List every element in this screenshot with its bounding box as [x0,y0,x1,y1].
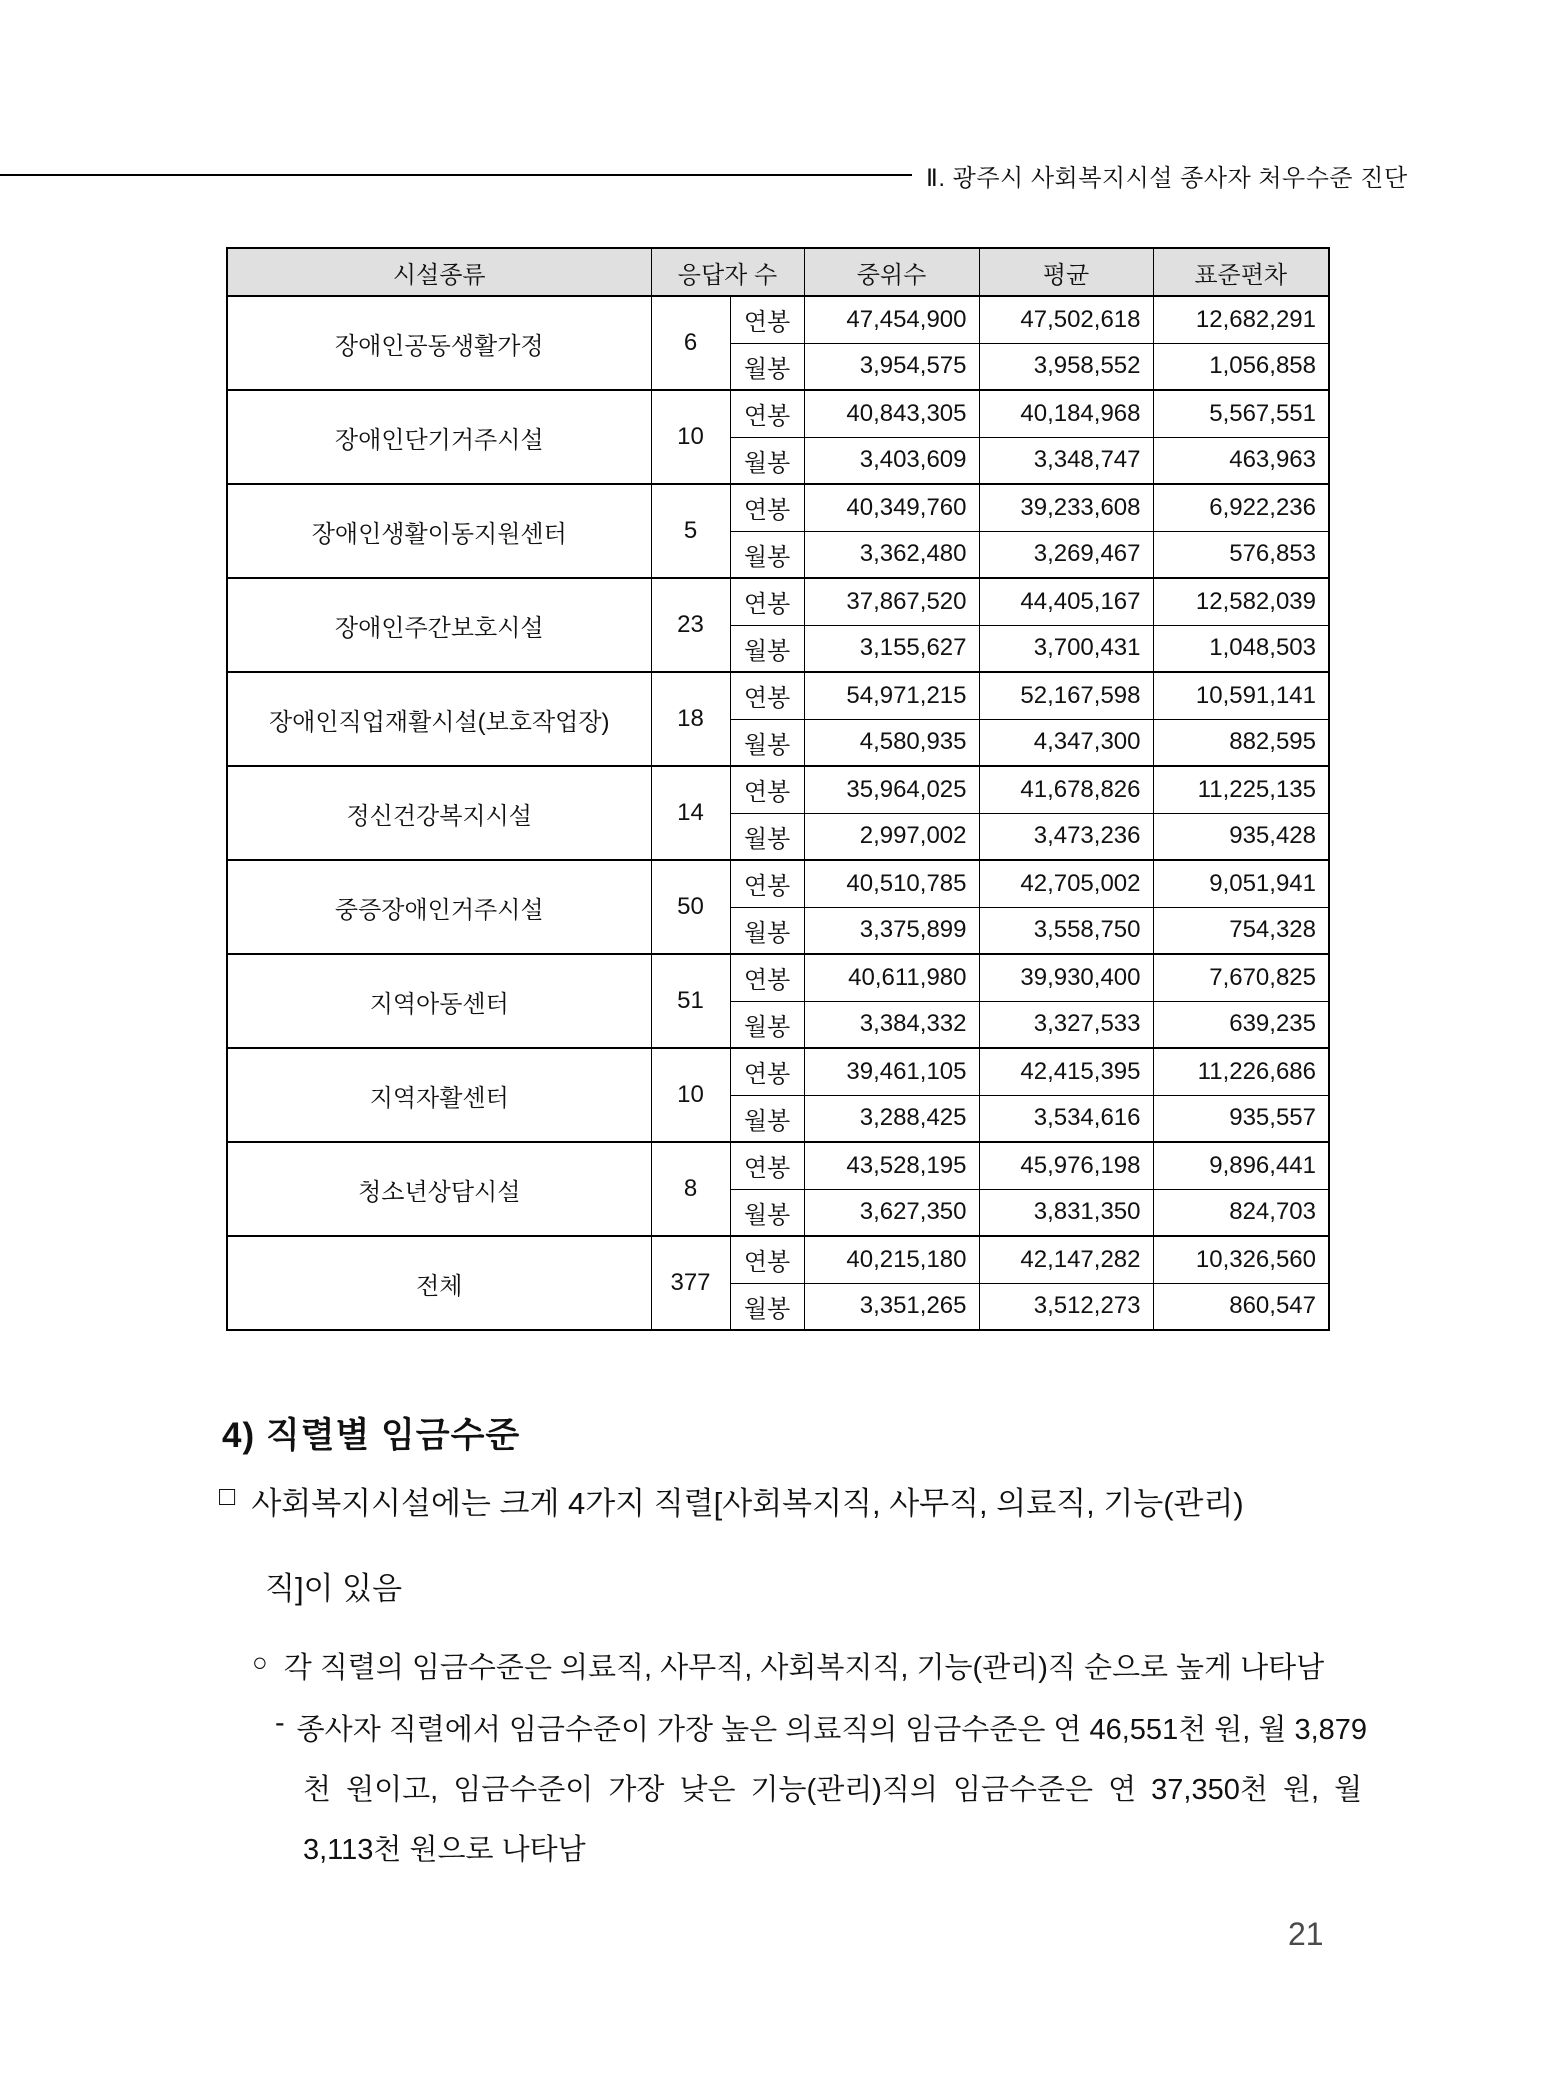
pay-type-label: 연봉 [730,484,804,531]
pay-type-label: 연봉 [730,390,804,437]
mean-value: 41,678,826 [979,766,1153,813]
bullet-circle-line [252,1645,1324,1686]
median-value: 40,349,760 [804,484,979,531]
std-dev-value: 463,963 [1153,437,1329,484]
std-dev-value: 11,226,686 [1153,1048,1329,1095]
mean-value: 3,473,236 [979,813,1153,860]
pay-type-label: 월봉 [730,343,804,390]
pay-type-label: 월봉 [730,437,804,484]
median-value: 4,580,935 [804,719,979,766]
table-header-row [227,248,1329,296]
std-dev-value: 5,567,551 [1153,390,1329,437]
median-value: 40,843,305 [804,390,979,437]
median-value: 40,215,180 [804,1236,979,1283]
page-number: 21 [1288,1916,1324,1952]
median-value: 3,954,575 [804,343,979,390]
std-dev-value: 860,547 [1153,1283,1329,1330]
median-value: 54,971,215 [804,672,979,719]
facility-name: 중증장애인거주시설 [227,860,651,954]
facility-name: 장애인공동생활가정 [227,296,651,390]
respondent-count: 10 [651,390,730,484]
pay-type-label: 월봉 [730,719,804,766]
bullet-dash-line3 [303,1827,586,1868]
std-dev-value: 1,056,858 [1153,343,1329,390]
pay-type-label: 연봉 [730,1048,804,1095]
table-row-annual [227,484,1329,531]
table-row-annual [227,860,1329,907]
mean-value: 42,705,002 [979,860,1153,907]
std-dev-value: 12,682,291 [1153,296,1329,343]
salary-statistics-table [226,247,1330,1331]
respondent-count: 18 [651,672,730,766]
std-dev-value: 7,670,825 [1153,954,1329,1001]
median-value: 3,155,627 [804,625,979,672]
mean-value: 3,558,750 [979,907,1153,954]
pay-type-label: 연봉 [730,578,804,625]
pay-type-label: 월봉 [730,907,804,954]
pay-type-label: 월봉 [730,531,804,578]
pay-type-label: 연봉 [730,672,804,719]
std-dev-value: 9,896,441 [1153,1142,1329,1189]
facility-name: 장애인단기거주시설 [227,390,651,484]
respondent-count: 50 [651,860,730,954]
median-value: 3,384,332 [804,1001,979,1048]
table-row-annual [227,578,1329,625]
median-value: 35,964,025 [804,766,979,813]
facility-name: 청소년상담시설 [227,1142,651,1236]
table-row-annual [227,1236,1329,1283]
std-dev-value: 9,051,941 [1153,860,1329,907]
std-dev-value: 6,922,236 [1153,484,1329,531]
pay-type-label: 월봉 [730,1001,804,1048]
std-dev-value: 10,591,141 [1153,672,1329,719]
pay-type-label: 연봉 [730,296,804,343]
mean-value: 3,534,616 [979,1095,1153,1142]
circle-bullet-icon: ○ [252,1647,268,1677]
median-value: 3,288,425 [804,1095,979,1142]
median-value: 3,351,265 [804,1283,979,1330]
bullet-square-text2: 직]이 있음 [265,1571,403,1606]
pay-type-label: 연봉 [730,1236,804,1283]
median-value: 3,375,899 [804,907,979,954]
respondent-count: 8 [651,1142,730,1236]
median-value: 39,461,105 [804,1048,979,1095]
bullet-dash-line2 [303,1767,1362,1808]
median-value: 40,510,785 [804,860,979,907]
table-row-annual [227,954,1329,1001]
table-row-annual [227,1048,1329,1095]
dash-bullet-icon: - [275,1707,285,1739]
table-row-annual [227,296,1329,343]
std-dev-value: 935,428 [1153,813,1329,860]
pay-type-label: 월봉 [730,1095,804,1142]
pay-type-label: 월봉 [730,625,804,672]
std-dev-value: 12,582,039 [1153,578,1329,625]
std-dev-value: 1,048,503 [1153,625,1329,672]
pay-type-label: 연봉 [730,1142,804,1189]
mean-value: 40,184,968 [979,390,1153,437]
salary-table-body [227,296,1329,1330]
std-dev-value: 935,557 [1153,1095,1329,1142]
mean-value: 52,167,598 [979,672,1153,719]
facility-name: 장애인생활이동지원센터 [227,484,651,578]
table-header [227,248,1329,296]
respondent-count: 51 [651,954,730,1048]
mean-value: 47,502,618 [979,296,1153,343]
bullet-dash-text3: 3,113천 원으로 나타남 [303,1834,586,1866]
mean-value: 42,415,395 [979,1048,1153,1095]
pay-type-label: 월봉 [730,813,804,860]
respondent-count: 10 [651,1048,730,1142]
pay-type-label: 월봉 [730,1283,804,1330]
std-dev-value: 882,595 [1153,719,1329,766]
mean-value: 3,512,273 [979,1283,1153,1330]
col-header-mean: 평균 [979,248,1153,296]
table-row-annual [227,1142,1329,1189]
median-value: 40,611,980 [804,954,979,1001]
mean-value: 3,831,350 [979,1189,1153,1236]
respondent-count: 14 [651,766,730,860]
table-row-annual [227,766,1329,813]
pay-type-label: 연봉 [730,860,804,907]
bullet-dash-text1: 종사자 직렬에서 임금수준이 가장 높은 의료직의 임금수준은 연 46,551천 원, 월 3,879 [296,1714,1368,1746]
facility-name: 전체 [227,1236,651,1330]
facility-name: 장애인직업재활시설(보호작업장) [227,672,651,766]
respondent-count: 23 [651,578,730,672]
median-value: 2,997,002 [804,813,979,860]
pay-type-label: 연봉 [730,766,804,813]
col-header-std-dev: 표준편차 [1153,248,1329,296]
std-dev-value: 11,225,135 [1153,766,1329,813]
col-header-median: 중위수 [804,248,979,296]
running-header-title: Ⅱ. 광주시 사회복지시설 종사자 처우수준 진단 [926,165,1408,192]
mean-value: 45,976,198 [979,1142,1153,1189]
facility-name: 지역자활센터 [227,1048,651,1142]
median-value: 37,867,520 [804,578,979,625]
bullet-dash-text2: 천 원이고, 임금수준이 가장 낮은 기능(관리)직의 임금수준은 연 37,350천 원, 월 [303,1774,1363,1806]
mean-value: 3,958,552 [979,343,1153,390]
bullet-square-line2 [265,1563,402,1608]
col-header-respondent-count: 응답자 수 [651,248,804,296]
facility-name: 정신건강복지시설 [227,766,651,860]
std-dev-value: 754,328 [1153,907,1329,954]
std-dev-value: 824,703 [1153,1189,1329,1236]
mean-value: 3,348,747 [979,437,1153,484]
std-dev-value: 639,235 [1153,1001,1329,1048]
median-value: 3,627,350 [804,1189,979,1236]
median-value: 3,403,609 [804,437,979,484]
median-value: 43,528,195 [804,1142,979,1189]
std-dev-value: 10,326,560 [1153,1236,1329,1283]
table-row-annual [227,390,1329,437]
facility-name: 지역아동센터 [227,954,651,1048]
mean-value: 3,269,467 [979,531,1153,578]
mean-value: 3,327,533 [979,1001,1153,1048]
mean-value: 42,147,282 [979,1236,1153,1283]
mean-value: 44,405,167 [979,578,1153,625]
mean-value: 3,700,431 [979,625,1153,672]
bullet-dash-line1 [275,1707,1367,1748]
table-row-annual [227,672,1329,719]
col-header-facility-type: 시설종류 [227,248,651,296]
bullet-square-line1 [219,1478,1244,1523]
square-bullet-icon: □ [219,1481,236,1511]
mean-value: 39,233,608 [979,484,1153,531]
median-value: 47,454,900 [804,296,979,343]
mean-value: 4,347,300 [979,719,1153,766]
pay-type-label: 월봉 [730,1189,804,1236]
bullet-square-text1: 사회복지시설에는 크게 4가지 직렬[사회복지직, 사무직, 의료직, 기능(관리) [251,1486,1244,1521]
facility-name: 장애인주간보호시설 [227,578,651,672]
std-dev-value: 576,853 [1153,531,1329,578]
pay-type-label: 연봉 [730,954,804,1001]
mean-value: 39,930,400 [979,954,1153,1001]
bullet-circle-text: 각 직렬의 임금수준은 의료직, 사무직, 사회복지직, 기능(관리)직 순으로 높게 나타남 [283,1652,1325,1684]
respondent-count: 5 [651,484,730,578]
respondent-count: 6 [651,296,730,390]
header-rule [0,174,912,176]
median-value: 3,362,480 [804,531,979,578]
respondent-count: 377 [651,1236,730,1330]
section-heading: 4) 직렬별 임금수준 [222,1416,521,1455]
